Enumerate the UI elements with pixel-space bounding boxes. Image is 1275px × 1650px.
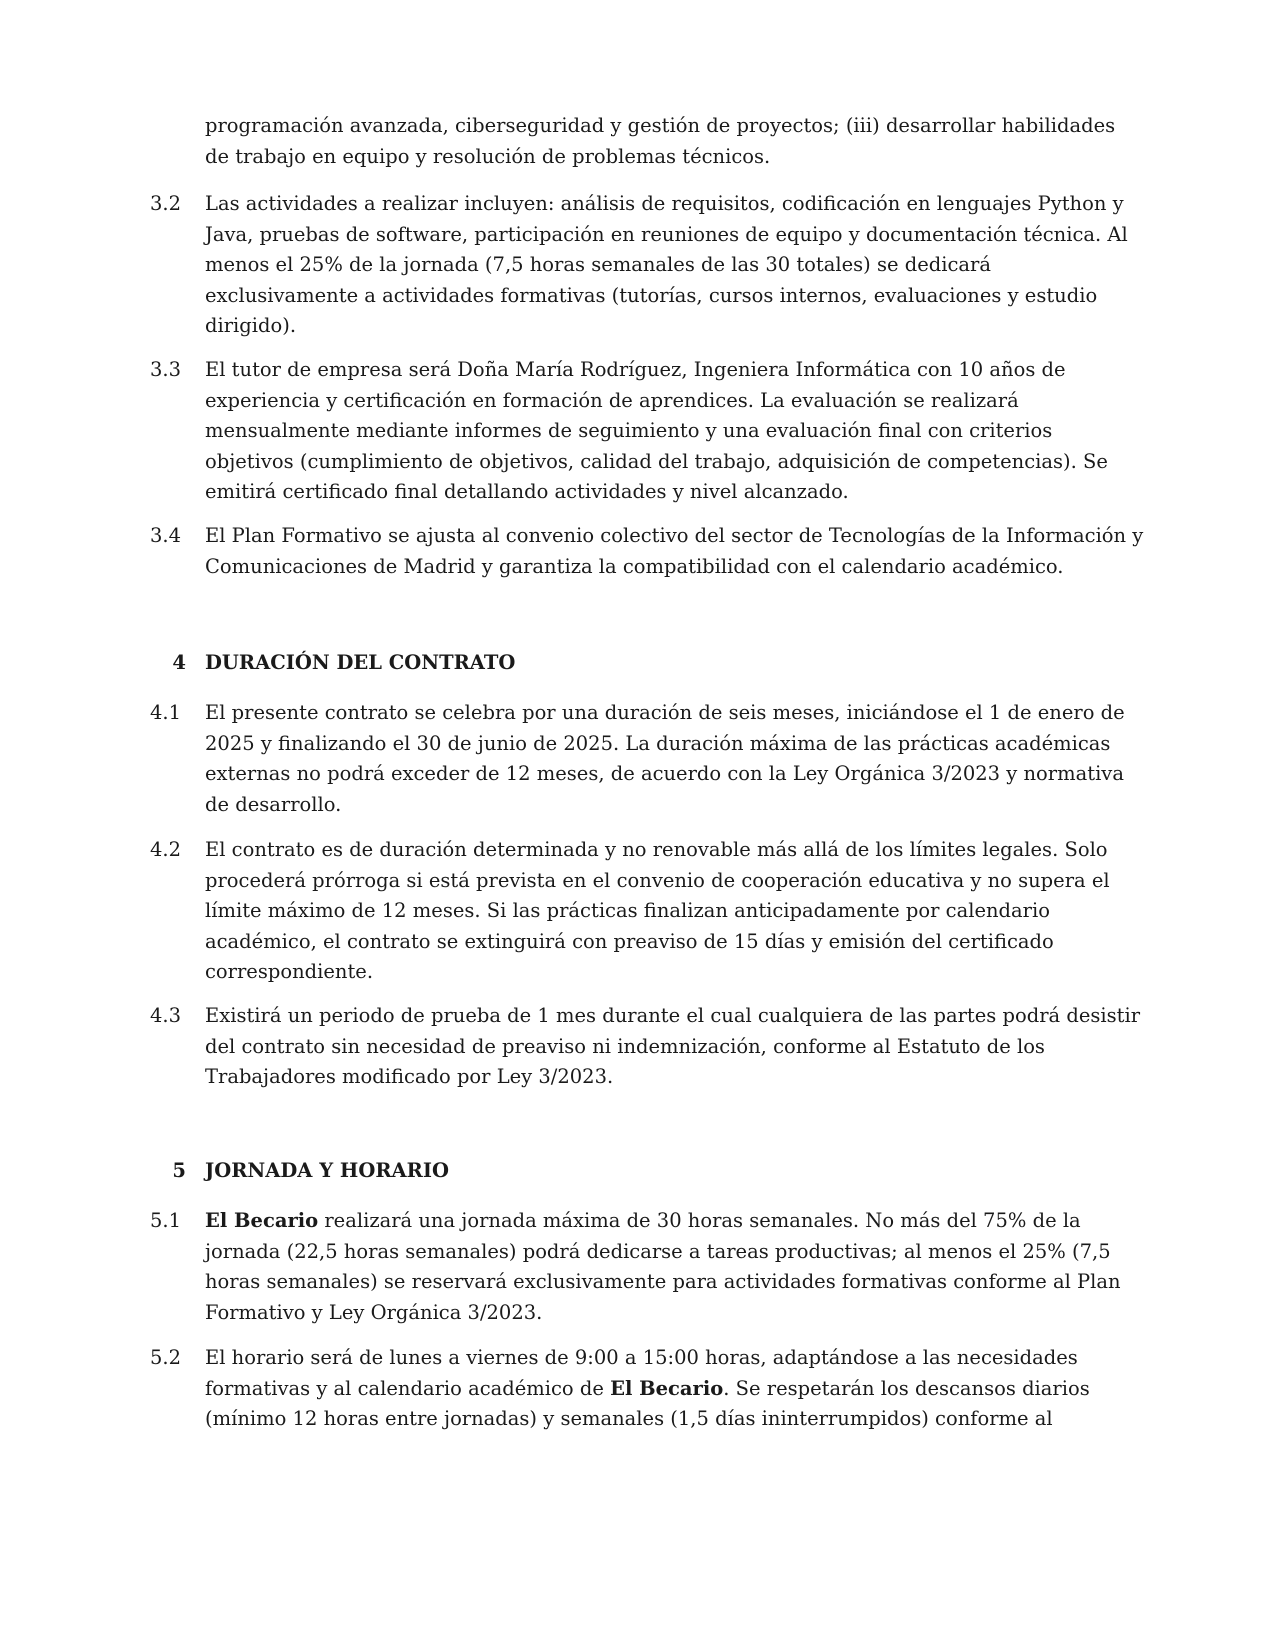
clause-3-2 bbox=[150, 189, 1130, 342]
text-line: procederá prórroga si está prevista en el convenio de cooperación educativa y no supera el bbox=[205, 868, 1110, 892]
text-line: externas no podrá exceder de 12 meses, de acuerdo con la Ley Orgánica 3/2023 y normativa bbox=[205, 762, 1124, 785]
section-number: 5 bbox=[172, 1159, 186, 1182]
clause-text bbox=[205, 1206, 1130, 1328]
clause-number: 5.1 bbox=[150, 1209, 182, 1232]
clause-4-1 bbox=[150, 698, 1130, 820]
text-line: experiencia y certificación en formación de aprendices. La evaluación se realizará bbox=[205, 388, 1019, 412]
clause-number: 4.3 bbox=[150, 1004, 182, 1027]
text-line bbox=[205, 1206, 1130, 1237]
text-line: 2025 y finalizando el 30 de junio de 2025. La duración máxima de las prácticas académicas bbox=[205, 731, 1111, 755]
clause-text bbox=[205, 111, 1130, 172]
clause-3-4 bbox=[150, 521, 1144, 582]
clause-5-2 bbox=[150, 1343, 1130, 1435]
text-span: realizará una jornada máxima de 30 horas semanales. No más del 75% de la bbox=[318, 1209, 1081, 1232]
text-line bbox=[205, 1374, 1130, 1405]
text-line: exclusivamente a actividades formativas (tutorías, cursos internos, evaluaciones y estudio bbox=[205, 283, 1098, 307]
text-span: . Se respetarán los descansos diarios bbox=[723, 1376, 1090, 1400]
text-line: Las actividades a realizar incluyen: análisis de requisitos, codificación en lenguajes Python y bbox=[205, 192, 1124, 215]
text-line: Formativo y Ley Orgánica 3/2023. bbox=[205, 1300, 543, 1324]
text-line: académico, el contrato se extinguirá con preaviso de 15 días y emisión del certificado bbox=[205, 929, 1054, 953]
clause-4-3 bbox=[150, 1001, 1141, 1093]
text-line: El Plan Formativo se ajusta al convenio colectivo del sector de Tecnologías de la Información y bbox=[205, 524, 1144, 547]
clause-number: 3.2 bbox=[150, 192, 182, 215]
text-line: mensualmente mediante informes de seguimiento y una evaluación final con criterios bbox=[205, 419, 1053, 442]
text-line: de trabajo en equipo y resolución de problemas técnicos. bbox=[205, 144, 771, 168]
text-line: emitirá certificado final detallando actividades y nivel alcanzado. bbox=[205, 480, 849, 503]
text-line: Java, pruebas de software, participación en reuniones de equipo y documentación técnica. Al bbox=[205, 222, 1128, 246]
clause-number: 5.2 bbox=[150, 1346, 182, 1369]
section-number: 4 bbox=[172, 651, 186, 674]
clause-text bbox=[205, 521, 1144, 582]
text-line: menos el 25% de la jornada (7,5 horas semanales de las 30 totales) se dedicará bbox=[205, 253, 991, 276]
section-4-heading bbox=[150, 648, 1130, 679]
bold-term: El Becario bbox=[610, 1376, 724, 1400]
section-title: JORNADA Y HORARIO bbox=[205, 1159, 449, 1182]
bold-term: El Becario bbox=[205, 1209, 319, 1232]
text-line: dirigido). bbox=[205, 314, 297, 337]
text-line: jornada (22,5 horas semanales) podrá dedicarse a tareas productivas; al menos el 25% (7,5 bbox=[205, 1239, 1111, 1263]
clause-5-1 bbox=[150, 1206, 1130, 1328]
clause-number: 3.4 bbox=[150, 524, 182, 547]
text-line: de desarrollo. bbox=[205, 792, 342, 816]
clause-number: 3.3 bbox=[150, 358, 182, 381]
clause-text bbox=[205, 1001, 1141, 1093]
text-line: (mínimo 12 horas entre jornadas) y semanales (1,5 días ininterrumpidos) conforme al bbox=[205, 1407, 1053, 1430]
text-line: horas semanales) se reservará exclusivamente para actividades formativas conforme al Plan bbox=[205, 1270, 1121, 1293]
clause-number: 4.2 bbox=[150, 838, 182, 861]
text-line: El presente contrato se celebra por una duración de seis meses, iniciándose el 1 de enero de bbox=[205, 701, 1125, 724]
text-line: objetivos (cumplimiento de objetivos, calidad del trabajo, adquisición de competencias). Se bbox=[205, 449, 1108, 473]
clause-text bbox=[205, 698, 1130, 820]
section-title: DURACIÓN DEL CONTRATO bbox=[205, 651, 516, 674]
text-span: formativas y al calendario académico de bbox=[205, 1376, 611, 1400]
text-line: Comunicaciones de Madrid y garantiza la compatibilidad con el calendario académico. bbox=[205, 554, 1064, 578]
text-line: Existirá un periodo de prueba de 1 mes durante el cual cualquiera de las partes podrá desistir bbox=[205, 1004, 1141, 1027]
clause-text bbox=[205, 1343, 1130, 1435]
clause-text bbox=[205, 835, 1130, 988]
text-line: El tutor de empresa será Doña María Rodríguez, Ingeniera Informática con 10 años de bbox=[205, 358, 1066, 381]
text-line: El contrato es de duración determinada y no renovable más allá de los límites legales. Solo bbox=[205, 838, 1108, 861]
text-line: del contrato sin necesidad de preaviso ni indemnización, conforme al Estatuto de los bbox=[205, 1034, 1045, 1058]
clause-4-2 bbox=[150, 835, 1130, 988]
text-line: correspondiente. bbox=[205, 960, 374, 983]
clause-3-1-continuation bbox=[150, 111, 1130, 172]
text-line: programación avanzada, ciberseguridad y gestión de proyectos; (iii) desarrollar habilidades bbox=[205, 114, 1116, 137]
text-line: límite máximo de 12 meses. Si las prácticas finalizan anticipadamente por calendario bbox=[205, 899, 1050, 922]
section-5-heading bbox=[150, 1156, 1130, 1187]
text-line: Trabajadores modificado por Ley 3/2023. bbox=[205, 1065, 614, 1088]
clause-text bbox=[205, 189, 1130, 342]
clause-text bbox=[205, 355, 1130, 508]
clause-number: 4.1 bbox=[150, 701, 182, 724]
text-line: El horario será de lunes a viernes de 9:00 a 15:00 horas, adaptándose a las necesidades bbox=[205, 1346, 1078, 1369]
clause-3-3 bbox=[150, 355, 1130, 508]
